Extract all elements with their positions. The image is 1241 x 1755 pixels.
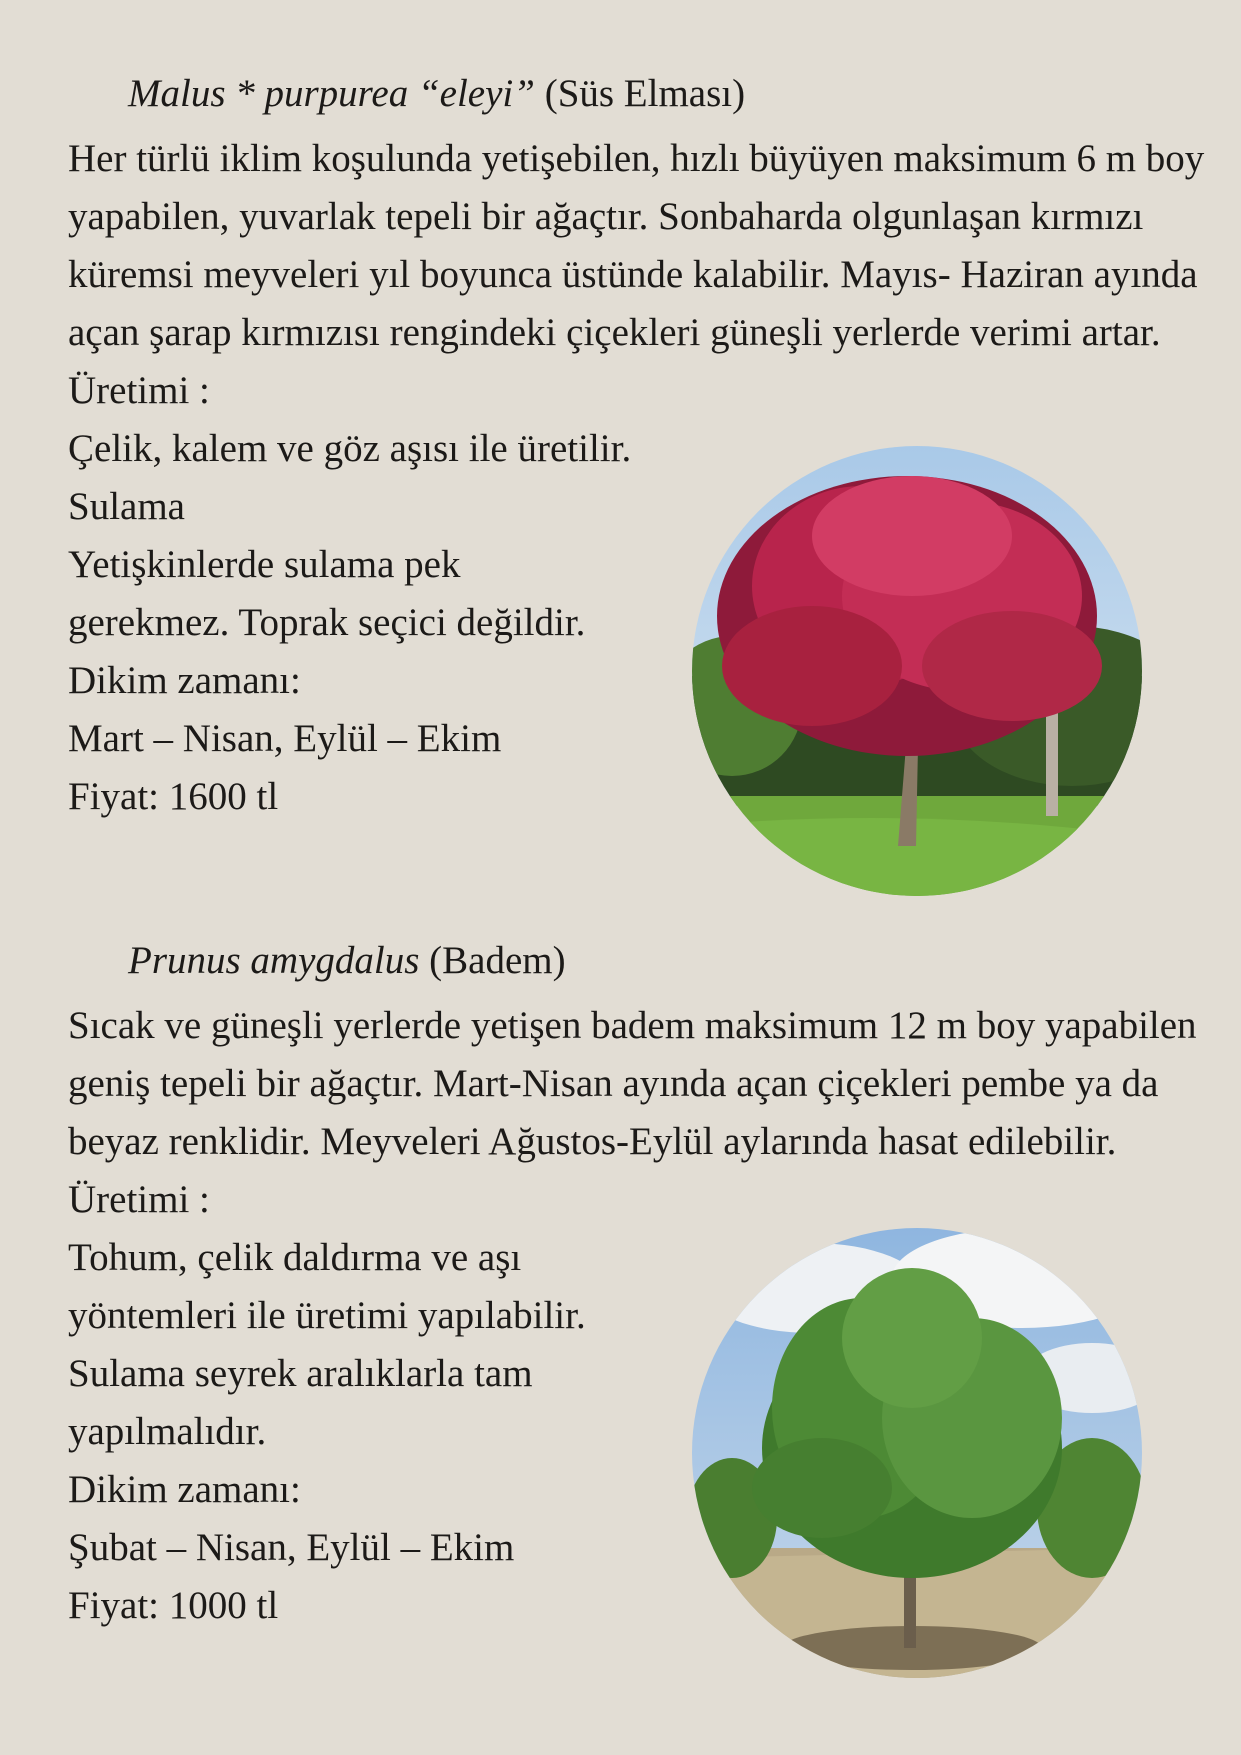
detail-line: Üretimi :: [68, 1178, 210, 1221]
common-name: (Badem): [429, 939, 566, 982]
detail-line: Yetişkinlerde sulama pek: [68, 543, 461, 586]
plant-description: Sıcak ve güneşli yerlerde yetişen badem maksimum 12 m boy yapabilen geniş tepeli bir ağaçtır. Mart-Nisan ayında açan çiçekleri pembe ya da beyaz renklidir. Meyveleri Ağustos-Eylül aylarında hasat edilebilir.: [68, 1004, 1197, 1163]
detail-line: yapılmalıdır.: [68, 1410, 267, 1453]
plant-title: [68, 937, 1208, 985]
price-line: Fiyat: 1000 tl: [68, 1584, 279, 1627]
detail-line: Sulama seyrek aralıklarla tam: [68, 1352, 533, 1395]
detail-line: Tohum, çelik daldırma ve aşı: [68, 1236, 522, 1279]
price-line: Fiyat: 1600 tl: [68, 775, 279, 818]
detail-line: Üretimi :: [68, 369, 210, 412]
detail-line: yöntemleri ile üretimi yapılabilir.: [68, 1294, 586, 1337]
detail-line: Sulama: [68, 485, 185, 528]
plant-title: [68, 70, 1208, 118]
detail-line: Mart – Nisan, Eylül – Ekim: [68, 717, 502, 760]
detail-line: Dikim zamanı:: [68, 1468, 301, 1511]
detail-line: Şubat – Nisan, Eylül – Ekim: [68, 1526, 515, 1569]
plant-description: Her türlü iklim koşulunda yetişebilen, hızlı büyüyen maksimum 6 m boy yapabilen, yuvarlak tepeli bir ağaçtır. Sonbaharda olgunlaşan kırmızı küremsi meyveleri yıl boyunca üstünde kalabilir. Mayıs- Haziran ayında açan şarap kırmızısı rengindeki çiçekleri güneşli yerlerde verimi artar.: [68, 137, 1205, 354]
common-name: (Süs Elması): [544, 72, 746, 115]
latin-name: Prunus amygdalus: [128, 939, 420, 982]
detail-line: Dikim zamanı:: [68, 659, 301, 702]
almond-tree-photo: [692, 1228, 1142, 1678]
flowering-crabapple-tree-photo: [692, 446, 1142, 896]
latin-name: Malus * purpurea “eleyi”: [128, 72, 535, 115]
detail-line: gerekmez. Toprak seçici değildir.: [68, 601, 586, 644]
detail-line: Çelik, kalem ve göz aşısı ile üretilir.: [68, 427, 632, 470]
